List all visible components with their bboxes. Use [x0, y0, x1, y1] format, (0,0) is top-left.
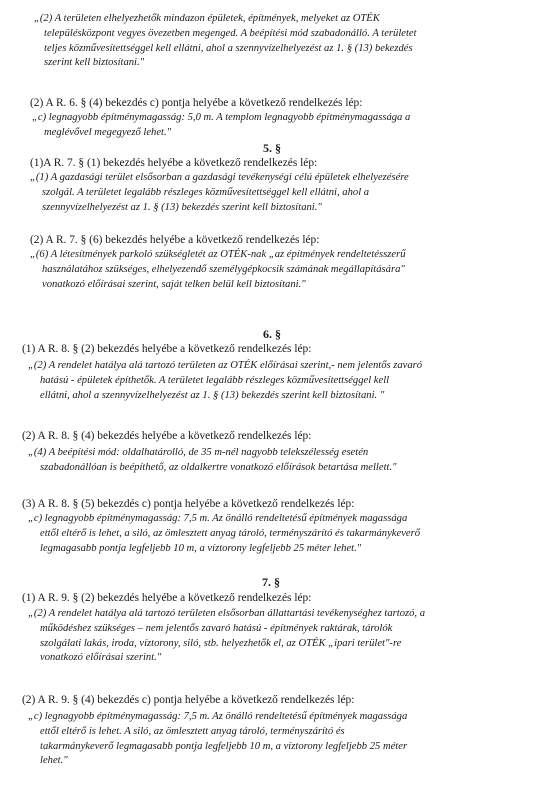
quote-line: „(2) A területen elhelyezhetők mindazon épületek, építmények, melyeket az OTÉK	[34, 13, 380, 24]
quote-line: hatású - épületek építhetők. A területet legalább részleges közművesítettséggel kell	[40, 374, 390, 386]
quote-line: „c) legnagyobb építménymagasság: 7,5 m. Az önálló rendeltetésű építmények magassága	[28, 711, 408, 722]
quote-line: településközpont vegyes övezetben megenged. A beépítési mód szabadonálló. A területet	[44, 27, 417, 39]
amendment-heading: (2) A R. 7. § (6) bekezdés helyébe a következő rendelkezés lép:	[30, 234, 320, 246]
quote-line: „(1) A gazdasági terület elsősorban a gazdasági tevékenységi célú épületek elhelyezésére	[30, 172, 409, 183]
amendment-heading: (2) A R. 9. § (4) bekezdés c) pontja helyébe a következő rendelkezés lép:	[22, 694, 355, 706]
amendment-heading: (1) A R. 9. § (2) bekezdés helyébe a következő rendelkezés lép:	[22, 592, 312, 604]
quote-line: „c) legnagyobb építménymagasság: 5,0 m. A templom legnagyobb építménymagassága a	[32, 112, 411, 123]
quote-line: teljes közművesítettséggel kell ellátni, ahol a szennyvízelhelyezést az 1. § (13) bekezdés	[44, 42, 413, 54]
quote-line: „(2) A rendelet hatálya alá tartozó területen az OTÉK előírásai szerint,- nem jelentős zavaró	[28, 360, 423, 371]
quote-line: szerint kell biztosítani."	[44, 57, 145, 69]
quote-line: szennyvízelhelyezést az 1. § (13) bekezdés szerint kell biztosítani."	[42, 201, 322, 213]
amendment-heading: (2) A R. 6. § (4) bekezdés c) pontja helyébe a következő rendelkezés lép:	[30, 97, 363, 109]
quote-paragraph	[28, 359, 532, 403]
quote-line: vonatkozó előírásai szerint."	[40, 652, 162, 664]
amendment-heading: (3) A R. 8. § (5) bekezdés c) pontja helyébe a következő rendelkezés lép:	[22, 498, 355, 510]
quote-paragraph	[28, 512, 532, 556]
quote-paragraph	[32, 111, 532, 141]
amendment-heading: (1)A R. 7. § (1) bekezdés helyébe a következő rendelkezés lép:	[30, 157, 318, 169]
quote-line: „c) legnagyobb építménymagasság: 7,5 m. Az önálló rendeltetésű építmények magassága	[28, 513, 408, 524]
quote-paragraph	[30, 248, 532, 292]
quote-line: meglévővel megegyező lehet."	[44, 126, 172, 138]
quote-paragraph	[28, 710, 532, 769]
quote-line: működéshez szükséges – nem jelentős zavaró hatású - építmények raktárak, tárolók	[40, 622, 393, 634]
quote-line: használatához szükséges, elhelyezendő személygépkocsik számának megállapítására"	[42, 263, 405, 275]
quote-line: szolgál. A területet legalább részleges közművesítettséggel kell ellátni, ahol a	[42, 186, 370, 198]
quote-line: ettől eltérő is lehet, a siló, az ömlesztett anyag tároló, terményszárító és takarmánykeverő	[40, 527, 421, 539]
quote-line: vonatkozó előírásai szerint, saját telken belül kell biztosítani."	[42, 278, 306, 290]
amendment-heading: (2) A R. 8. § (4) bekezdés helyébe a következő rendelkezés lép:	[22, 430, 312, 442]
quote-line: szolgálati lakás, iroda, víztorony, siló, stb. helyezhetők el, az OTÉK „ipari terület"-re	[40, 637, 402, 649]
section-title: 5. §	[263, 141, 281, 155]
amendment-heading: (1) A R. 8. § (2) bekezdés helyébe a következő rendelkezés lép:	[22, 343, 312, 355]
quote-paragraph	[30, 12, 532, 71]
quote-paragraph	[28, 607, 532, 666]
quote-line: „(6) A létesítmények parkoló szükségletét az OTÉK-nak „az építmények rendeltetésszerű	[30, 249, 406, 260]
quote-line: „(2) A rendelet hatálya alá tartozó területen elsősorban állattartási tevékenységhez tartozó, a	[28, 608, 426, 619]
quote-line: takarmánykeverő legmagasabb pontja legfeljebb 10 m, a víztorony legfeljebb 25 méter	[40, 740, 408, 752]
section-title: 6. §	[263, 327, 281, 341]
quote-line: lehet."	[40, 755, 68, 767]
quote-line: szabadonállóan is beépíthető, az oldalkertre vonatkozó előírások betartása mellett."	[40, 461, 397, 473]
quote-line: „(4) A beépítési mód: oldalhatárolló, de 35 m-nél nagyobb telekszélesség esetén	[28, 447, 369, 458]
section-title: 7. §	[262, 575, 280, 589]
quote-line: legmagasabb pontja legfeljebb 10 m, a víztorony legfeljebb 25 méter lehet."	[40, 542, 362, 554]
quote-line: ettől eltérő is lehet. A siló, az ömlesztett anyag tároló, terményszárító és	[40, 725, 345, 737]
quote-paragraph	[30, 171, 532, 215]
quote-line: ellátni, ahol a szennyvízelhelyezést az 1. § (13) bekezdés szerint kell biztosítani. "	[40, 389, 385, 401]
quote-paragraph	[28, 446, 532, 476]
